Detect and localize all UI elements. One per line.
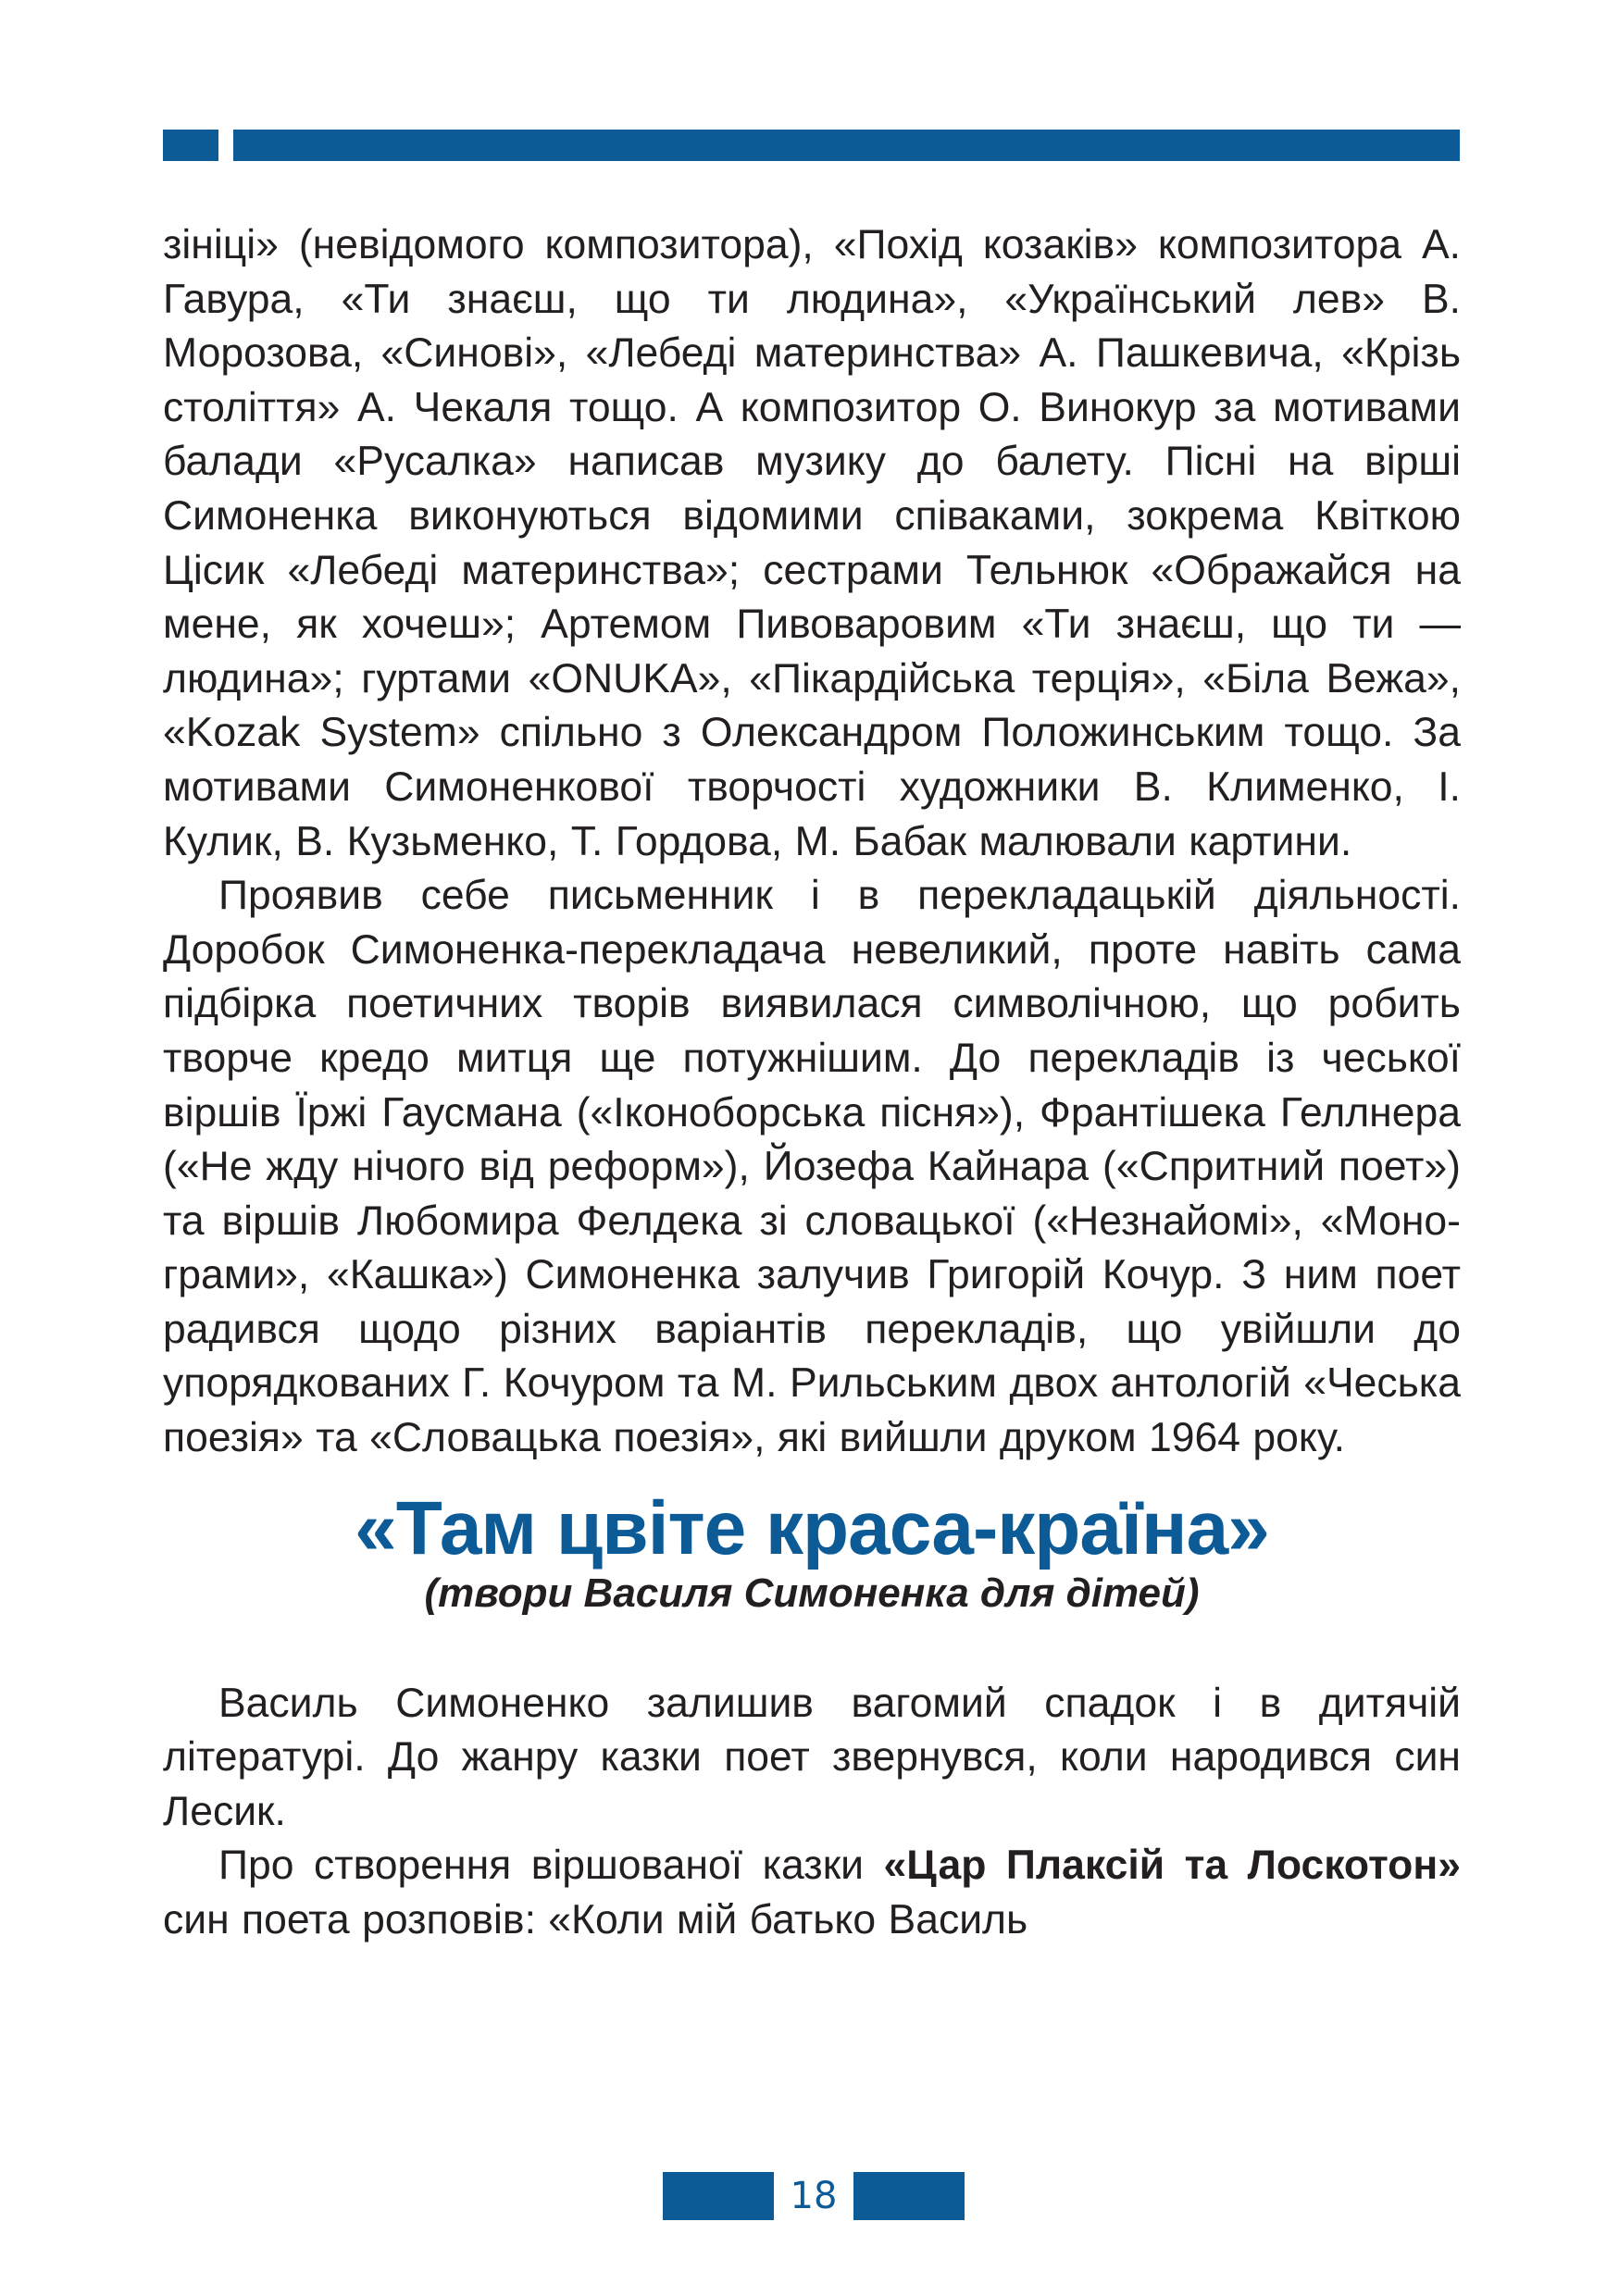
header-bar-long: [233, 130, 1460, 161]
paragraph-2: Проявив себе письменник і в перекладацькій діяльності. Доробок Симоненка-перекладача невеликий, проте навіть сама підбірка поетичних творів виявилася символічною, що робить творче кредо митця ще потужнішим. До перекладів із чеської віршів Їржі Гаусмана («Іконоборська пісня»), Франтішека Геллнера («Не жду нічого від реформ»), Йозефа Кайнара («Спритний поет») та віршів Любомира Фелдека зі словацької («Незнайомі», «Монограми», «Кашка») Симоненка залучив Григорій Кочур. З ним поет радився щодо різних варіантів перекладів, що увійшли до упорядкованих Г. Кочуром та М. Рильським двох антологій «Чеська поезія» та «Словацька поезія», які вийшли друком 1964 року.: [163, 873, 1461, 1461]
paragraph-1: зініці» (невідомого композитора), «Похід козаків» композитора А. Гавура, «Ти знаєш, що ти людина», «Український лев» В. Морозова, «Синові», «Лебеді материнства» А. Пашкевича, «Крізь століття» А. Чекаля тощо. А композитор О. Винокур за мотивами балади «Русалка» написав музику до балету. Пісні на вірші Симоненка виконуються відомими співаками, зокрема Квіткою Цісик «Лебеді материнства»; сестрами Тельнюк «Ображайся на мене, як хочеш»; Артемом Пивоваровим «Ти знаєш, що ти — людина»; гуртами «ONUKA», «Пікардійська терція», «Біла Вежа», «Kozak System» спільно з Олександром Положинським тощо. За мотивами Симоненкової творчості художники В. Клименко, І. Кулик, В. Кузьменко, Т. Гордова, М. Бабак малювали картини.: [163, 222, 1461, 864]
footer-bar-right: [853, 2172, 965, 2220]
spacer: [163, 1620, 1461, 1677]
page-content: [163, 218, 1461, 1948]
fairy-tale-title: «Цар Плаксій та Лоскотон»: [883, 1843, 1461, 1889]
paragraph-4: [163, 1839, 1461, 1947]
paragraph-4-start: Про створення віршованої казки: [218, 1843, 884, 1889]
page-number: 18: [790, 2175, 838, 2217]
header-bar-short: [163, 130, 218, 161]
footer-bar-left: [663, 2172, 774, 2220]
section-subheading: (твори Василя Симоненка для дітей): [424, 1570, 1200, 1616]
section-heading: «Там цвіте краса-країна»: [355, 1485, 1269, 1570]
paragraph-3: Василь Симоненко залишив вагомий спадок і в дитячій літературі. До жанру казки поет звернувся, коли народився син Лесик.: [163, 1680, 1461, 1834]
paragraph-4-end: син поета розповів: «Коли мій батько Василь: [163, 1897, 1028, 1943]
